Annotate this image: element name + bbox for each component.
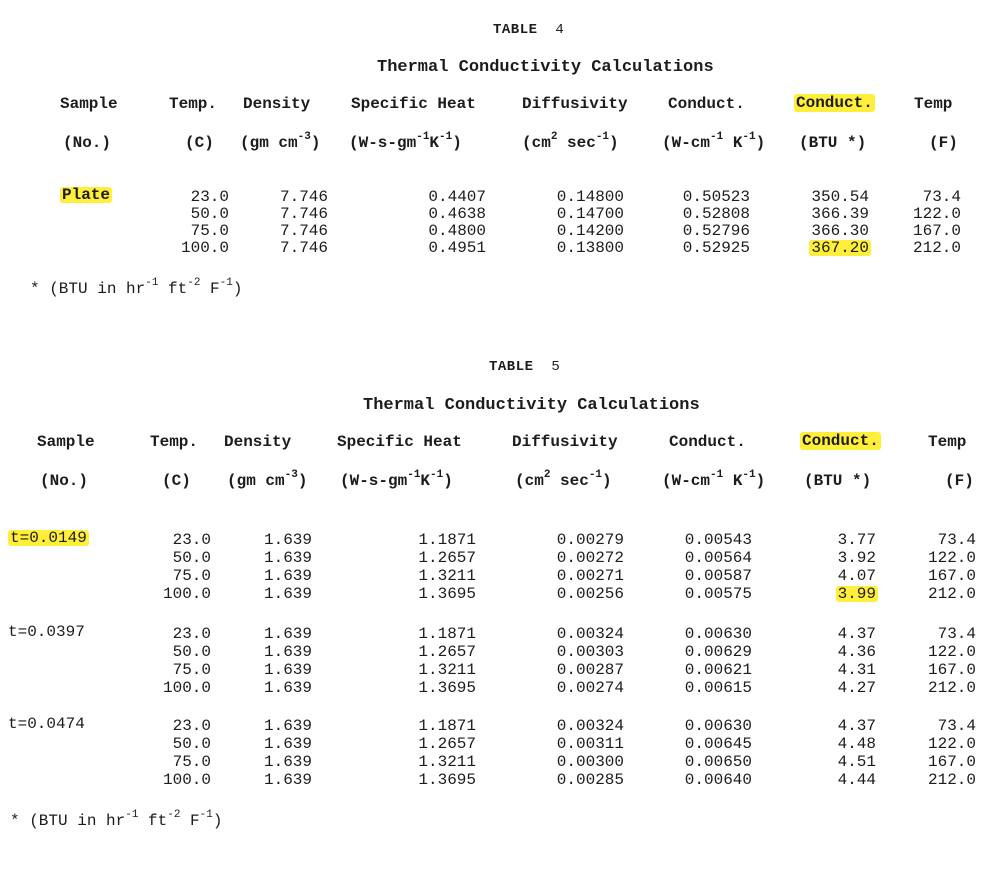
cell-diffusivity: 0.00256: [556, 585, 624, 603]
header-conduct-btu: Conduct.: [796, 94, 873, 112]
cell-specific-heat: 1.3211: [418, 567, 476, 585]
unit-density-close: ): [310, 134, 321, 152]
cell-density: 7.746: [279, 222, 328, 240]
unit-sample: (No.): [63, 134, 112, 152]
cell-temp-c: 75.0: [190, 222, 229, 240]
cell-conduct-btu: 3.77: [837, 531, 876, 549]
cell-temp-c: 23.0: [172, 625, 211, 643]
unit-sh-a: (W-s-gm: [340, 472, 408, 490]
unit-specific-heat: [349, 130, 462, 152]
cell-specific-heat: 1.3695: [418, 585, 476, 603]
unit-temp: (C): [185, 134, 214, 152]
unit-diff-exp2: -1: [588, 468, 603, 481]
cell-diffusivity: 0.13800: [556, 239, 624, 257]
footnote-c: F: [200, 280, 220, 298]
header-temp-f: Temp: [928, 433, 967, 451]
unit-cw-a: (W-cm: [662, 472, 711, 490]
footnote-c: F: [180, 812, 200, 830]
cell-specific-heat: 1.2657: [418, 549, 476, 567]
unit-cw-b: K: [723, 472, 743, 490]
cell-specific-heat: 0.4800: [428, 222, 486, 240]
unit-diff-b: sec: [550, 472, 589, 490]
cell-specific-heat: 0.4407: [428, 188, 486, 206]
table4-caption: [493, 22, 564, 38]
unit-cw-exp1: -1: [710, 468, 724, 481]
cell-conduct-btu: 366.30: [811, 222, 869, 240]
unit-diff-exp1: 2: [543, 468, 551, 481]
cell-conduct-btu: 4.31: [837, 661, 876, 679]
cell-density: 7.746: [279, 205, 328, 223]
header-specific-heat: Specific Heat: [351, 95, 476, 113]
cell-density: 1.639: [263, 717, 312, 735]
unit-temp: (C): [162, 472, 191, 490]
cell-temp-f: 122.0: [927, 549, 976, 567]
cell-conduct-w: 0.00650: [684, 753, 752, 771]
cell-temp-f: 73.4: [937, 717, 976, 735]
unit-sh-close: ): [443, 472, 453, 490]
unit-sh-a: (W-s-gm: [349, 134, 417, 152]
cell-temp-c: 75.0: [172, 753, 211, 771]
unit-cw-exp2: -1: [742, 468, 756, 481]
cell-conduct-btu: 3.92: [837, 549, 876, 567]
unit-diff-exp2: -1: [595, 130, 610, 143]
cell-temp-f: 167.0: [912, 222, 961, 240]
footnote-a: * (BTU in hr: [10, 812, 126, 830]
table5-caption-number: 5: [551, 359, 561, 375]
cell-temp-c: 50.0: [172, 549, 211, 567]
unit-cw-a: (W-cm: [662, 134, 711, 152]
cell-diffusivity: 0.14700: [556, 205, 624, 223]
unit-specific-heat: [340, 468, 453, 490]
cell-conduct-w: 0.00630: [684, 717, 752, 735]
cell-temp-f: 122.0: [912, 205, 961, 223]
cell-temp-c: 50.0: [172, 735, 211, 753]
unit-conduct-btu: (BTU *): [804, 472, 872, 490]
unit-sh-exp1: -1: [407, 468, 421, 481]
header-conduct-w: Conduct.: [668, 95, 745, 113]
sample-label: Plate: [62, 186, 111, 204]
header-temp: Temp.: [169, 95, 218, 113]
cell-specific-heat: 1.1871: [418, 625, 476, 643]
cell-density: 1.639: [263, 567, 312, 585]
cell-conduct-w: 0.00564: [684, 549, 752, 567]
cell-temp-c: 100.0: [162, 585, 211, 603]
cell-conduct-w: 0.52808: [682, 205, 750, 223]
cell-conduct-w: 0.52796: [682, 222, 750, 240]
unit-cw-close: ): [755, 134, 766, 152]
cell-temp-f: 122.0: [927, 735, 976, 753]
table5-footnote: [10, 808, 223, 830]
cell-diffusivity: 0.00271: [556, 567, 624, 585]
header-conduct-btu: Conduct.: [802, 432, 879, 450]
footnote-d: ): [232, 280, 243, 298]
cell-temp-f: 122.0: [927, 643, 976, 661]
unit-conduct-w: [662, 468, 766, 490]
cell-conduct-w: 0.00615: [684, 679, 752, 697]
cell-diffusivity: 0.00324: [556, 717, 624, 735]
cell-specific-heat: 1.3211: [418, 753, 476, 771]
sample-label: t=0.0149: [10, 529, 87, 547]
cell-diffusivity: 0.00287: [556, 661, 624, 679]
cell-conduct-w: 0.52925: [682, 239, 750, 257]
cell-temp-f: 212.0: [912, 239, 961, 257]
cell-diffusivity: 0.00285: [556, 771, 624, 789]
unit-density-close: ): [297, 472, 308, 490]
cell-temp-c: 100.0: [162, 679, 211, 697]
header-sample: Sample: [37, 433, 95, 451]
cell-density: 1.639: [263, 771, 312, 789]
header-diffusivity: Diffusivity: [512, 433, 618, 451]
cell-density: 1.639: [263, 679, 312, 697]
header-sample: Sample: [60, 95, 118, 113]
unit-conduct-btu: (BTU *): [799, 134, 867, 152]
cell-conduct-w: 0.00630: [684, 625, 752, 643]
footnote-e3: -1: [199, 808, 213, 821]
cell-conduct-btu: 4.36: [837, 643, 876, 661]
unit-cw-close: ): [755, 472, 766, 490]
cell-density: 1.639: [263, 585, 312, 603]
unit-diff-a: (cm: [515, 472, 544, 490]
unit-density-text: (gm cm: [240, 134, 298, 152]
unit-density: [240, 130, 321, 152]
cell-diffusivity: 0.14200: [556, 222, 624, 240]
unit-sample: (No.): [40, 472, 89, 490]
unit-density-exp: -3: [284, 468, 298, 481]
cell-diffusivity: 0.00303: [556, 643, 624, 661]
cell-specific-heat: 0.4638: [428, 205, 486, 223]
cell-specific-heat: 1.1871: [418, 531, 476, 549]
footnote-a: * (BTU in hr: [30, 280, 146, 298]
table4-caption-word: TABLE: [493, 22, 538, 38]
unit-diff-a: (cm: [522, 134, 551, 152]
table5-caption: [489, 359, 560, 375]
cell-conduct-btu: 4.07: [837, 567, 876, 585]
sample-label: t=0.0474: [8, 715, 85, 733]
cell-density: 7.746: [279, 188, 328, 206]
unit-sh-exp1: -1: [416, 130, 430, 143]
cell-temp-c: 23.0: [190, 188, 229, 206]
cell-temp-f: 73.4: [937, 531, 976, 549]
cell-diffusivity: 0.14800: [556, 188, 624, 206]
cell-conduct-w: 0.00629: [684, 643, 752, 661]
cell-conduct-btu: 4.27: [837, 679, 876, 697]
cell-diffusivity: 0.00300: [556, 753, 624, 771]
cell-temp-c: 23.0: [172, 531, 211, 549]
cell-temp-f: 212.0: [927, 771, 976, 789]
cell-specific-heat: 0.4951: [428, 239, 486, 257]
cell-temp-f: 167.0: [927, 567, 976, 585]
cell-density: 7.746: [279, 239, 328, 257]
cell-conduct-w: 0.50523: [682, 188, 750, 206]
cell-conduct-btu: 4.44: [837, 771, 876, 789]
cell-density: 1.639: [263, 531, 312, 549]
cell-temp-f: 73.4: [937, 625, 976, 643]
cell-temp-f: 212.0: [927, 679, 976, 697]
cell-specific-heat: 1.2657: [418, 735, 476, 753]
cell-conduct-w: 0.00621: [684, 661, 752, 679]
header-density: Density: [243, 95, 311, 113]
unit-diff-close: ): [602, 472, 612, 490]
cell-specific-heat: 1.1871: [418, 717, 476, 735]
cell-temp-c: 50.0: [172, 643, 211, 661]
unit-density: [227, 468, 308, 490]
cell-conduct-btu: 4.48: [837, 735, 876, 753]
unit-cw-exp1: -1: [710, 130, 724, 143]
cell-diffusivity: 0.00274: [556, 679, 624, 697]
cell-density: 1.639: [263, 661, 312, 679]
unit-sh-b: K: [420, 472, 431, 490]
footnote-d: ): [212, 812, 223, 830]
cell-conduct-btu: 350.54: [811, 188, 869, 206]
cell-density: 1.639: [263, 625, 312, 643]
header-temp-f: Temp: [914, 95, 953, 113]
header-diffusivity: Diffusivity: [522, 95, 628, 113]
cell-temp-c: 100.0: [162, 771, 211, 789]
table4-caption-number: 4: [555, 22, 565, 38]
cell-density: 1.639: [263, 549, 312, 567]
unit-diffusivity: [522, 130, 619, 152]
cell-conduct-btu: 3.99: [837, 585, 876, 603]
cell-temp-f: 167.0: [927, 661, 976, 679]
cell-conduct-w: 0.00645: [684, 735, 752, 753]
cell-conduct-btu: 366.39: [811, 205, 869, 223]
cell-temp-c: 23.0: [172, 717, 211, 735]
cell-temp-c: 75.0: [172, 661, 211, 679]
cell-diffusivity: 0.00279: [556, 531, 624, 549]
footnote-e1: -1: [125, 808, 139, 821]
cell-conduct-btu: 4.37: [837, 625, 876, 643]
cell-density: 1.639: [263, 643, 312, 661]
footnote-e3: -1: [219, 276, 233, 289]
cell-temp-c: 50.0: [190, 205, 229, 223]
cell-conduct-btu: 367.20: [811, 239, 869, 257]
footnote-e1: -1: [145, 276, 159, 289]
unit-sh-b: K: [429, 134, 440, 152]
table4-subtitle: Thermal Conductivity Calculations: [377, 58, 714, 77]
sample-label: t=0.0397: [8, 623, 85, 641]
cell-temp-c: 100.0: [180, 239, 229, 257]
unit-diff-close: ): [609, 134, 619, 152]
unit-conduct-w: [662, 130, 766, 152]
unit-temp-f: (F): [929, 134, 958, 152]
header-specific-heat: Specific Heat: [337, 433, 462, 451]
footnote-b: ft: [158, 280, 188, 298]
table4-footnote: [30, 276, 243, 298]
cell-diffusivity: 0.00272: [556, 549, 624, 567]
unit-diffusivity: [515, 468, 612, 490]
cell-conduct-btu: 4.37: [837, 717, 876, 735]
cell-conduct-btu: 4.51: [837, 753, 876, 771]
unit-sh-exp2: -1: [439, 130, 453, 143]
unit-density-text: (gm cm: [227, 472, 285, 490]
cell-specific-heat: 1.3211: [418, 661, 476, 679]
cell-temp-f: 167.0: [927, 753, 976, 771]
footnote-e2: -2: [187, 276, 201, 289]
unit-sh-close: ): [452, 134, 462, 152]
cell-density: 1.639: [263, 753, 312, 771]
unit-sh-exp2: -1: [430, 468, 444, 481]
table5-caption-word: TABLE: [489, 359, 534, 375]
footnote-b: ft: [138, 812, 168, 830]
unit-density-exp: -3: [297, 130, 311, 143]
cell-conduct-w: 0.00640: [684, 771, 752, 789]
cell-temp-c: 75.0: [172, 567, 211, 585]
unit-temp-f: (F): [945, 472, 974, 490]
header-conduct-w: Conduct.: [669, 433, 746, 451]
cell-temp-f: 73.4: [922, 188, 961, 206]
cell-density: 1.639: [263, 735, 312, 753]
cell-diffusivity: 0.00311: [556, 735, 624, 753]
cell-conduct-w: 0.00587: [684, 567, 752, 585]
unit-cw-exp2: -1: [742, 130, 756, 143]
cell-temp-f: 212.0: [927, 585, 976, 603]
unit-diff-b: sec: [557, 134, 596, 152]
cell-specific-heat: 1.3695: [418, 771, 476, 789]
cell-diffusivity: 0.00324: [556, 625, 624, 643]
table5-subtitle: Thermal Conductivity Calculations: [363, 396, 700, 415]
cell-specific-heat: 1.3695: [418, 679, 476, 697]
header-density: Density: [224, 433, 292, 451]
unit-cw-b: K: [723, 134, 743, 152]
cell-specific-heat: 1.2657: [418, 643, 476, 661]
footnote-e2: -2: [167, 808, 181, 821]
header-temp: Temp.: [150, 433, 199, 451]
cell-conduct-w: 0.00575: [684, 585, 752, 603]
unit-diff-exp1: 2: [550, 130, 558, 143]
cell-conduct-w: 0.00543: [684, 531, 752, 549]
